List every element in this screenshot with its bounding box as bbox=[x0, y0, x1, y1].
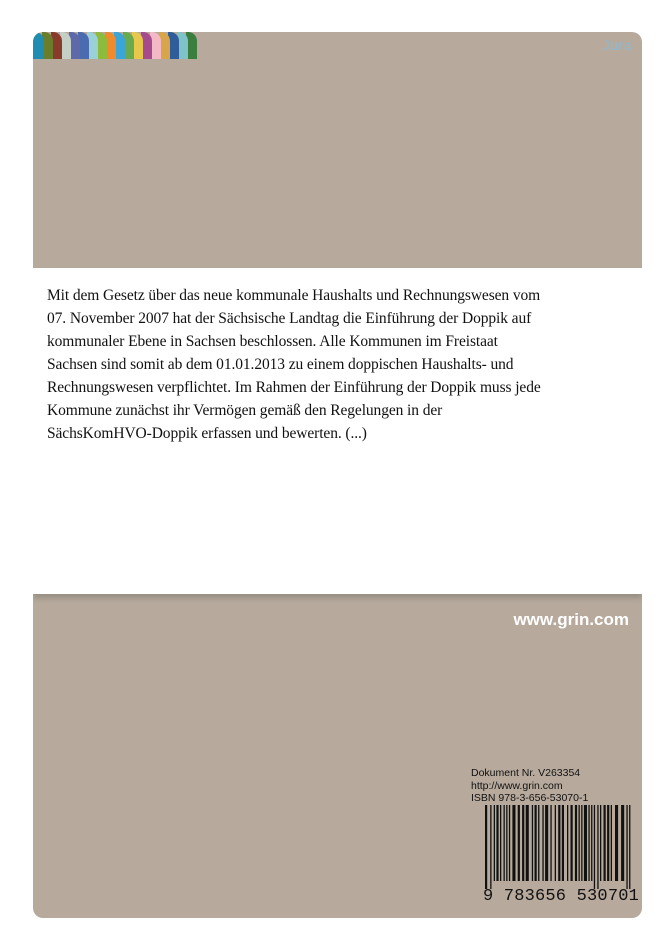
barcode-bar bbox=[615, 805, 618, 881]
barcode-bar bbox=[522, 805, 524, 881]
barcode-bars bbox=[483, 805, 632, 889]
category-label: Jura bbox=[602, 37, 632, 53]
color-stripes bbox=[33, 32, 195, 59]
barcode-bar bbox=[526, 805, 529, 881]
document-info bbox=[471, 767, 588, 805]
barcode-bar bbox=[607, 805, 609, 881]
barcode-bar bbox=[535, 805, 537, 881]
barcode bbox=[483, 805, 640, 913]
barcode-bar bbox=[629, 805, 630, 889]
barcode-bar bbox=[555, 805, 556, 881]
isbn-number: ISBN 978-3-656-53070-1 bbox=[471, 792, 589, 804]
barcode-bar bbox=[621, 805, 624, 881]
barcode-bar bbox=[626, 805, 627, 889]
barcode-bar bbox=[504, 805, 505, 881]
blurb-text: Mit dem Gesetz über das neue kommunale Haushalts und Rechnungswesen vom 07. November 2007 hat der Sächsische Landtag die Einführung der Doppik auf kommunaler Ebene in Sachsen beschlossen. Alle Kommunen im Freistaat Sachsen sind somit ab dem 01.01.2013 zu einem doppischen Haushalts- und Rechnungswesen verpflichtet. Im Rahmen der Einführung der Doppik muss jede Kommune zunächst ihr Vermögen gemäß den Regelungen in der SächsKomHVO-Doppik erfassen und bewerten. (...) bbox=[47, 287, 541, 442]
barcode-bar bbox=[490, 805, 491, 889]
barcode-bar bbox=[558, 805, 560, 881]
barcode-bar bbox=[532, 805, 533, 881]
barcode-bar bbox=[518, 805, 520, 881]
barcode-bar bbox=[611, 805, 612, 881]
barcode-bar bbox=[542, 805, 543, 881]
blurb-panel bbox=[33, 268, 642, 594]
barcode-bar bbox=[494, 805, 495, 881]
book-back-cover bbox=[33, 32, 642, 918]
barcode-digits: 9 783656 530701 bbox=[483, 887, 640, 906]
barcode-bar bbox=[571, 805, 573, 881]
barcode-bar bbox=[575, 805, 577, 881]
barcode-bar bbox=[591, 805, 592, 881]
website-label: www.grin.com bbox=[513, 610, 629, 629]
barcode-bar bbox=[550, 805, 551, 881]
barcode-bar bbox=[567, 805, 568, 881]
barcode-bar bbox=[600, 805, 601, 881]
document-number: Dokument Nr. V263354 bbox=[471, 767, 581, 779]
barcode-bar bbox=[538, 805, 539, 881]
barcode-bar bbox=[496, 805, 498, 881]
barcode-bar bbox=[594, 805, 595, 889]
barcode-bar bbox=[588, 805, 589, 881]
barcode-bar bbox=[579, 805, 580, 881]
document-url: http://www.grin.com bbox=[471, 779, 563, 792]
barcode-bar bbox=[509, 805, 510, 881]
barcode-bar bbox=[485, 805, 487, 889]
barcode-bar bbox=[597, 805, 598, 889]
barcode-bar bbox=[604, 805, 606, 881]
barcode-bar bbox=[512, 805, 515, 881]
barcode-bar bbox=[562, 805, 564, 881]
barcode-bar bbox=[500, 805, 501, 881]
barcode-bar bbox=[545, 805, 548, 881]
barcode-bar bbox=[506, 805, 507, 881]
barcode-bar bbox=[581, 805, 582, 881]
color-stripe bbox=[33, 32, 44, 59]
barcode-bar bbox=[584, 805, 587, 881]
